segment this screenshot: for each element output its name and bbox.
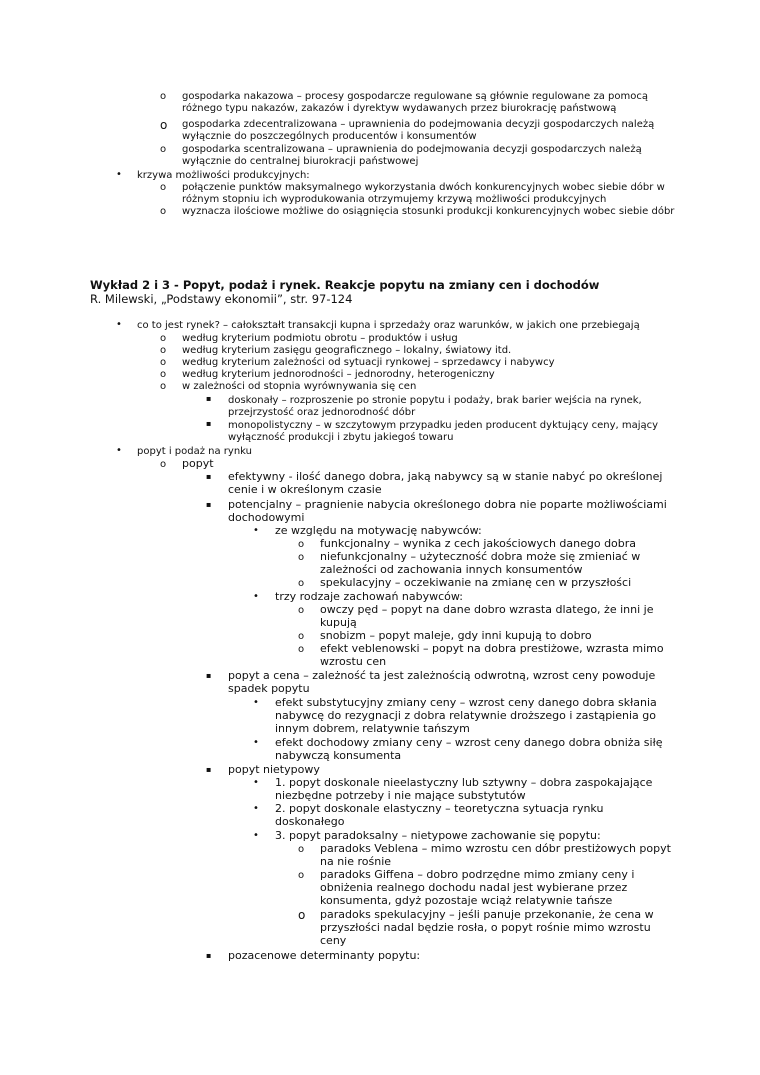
bullet-marker: o: [298, 539, 305, 550]
list-item-text: doskonały – rozproszenie po stronie popytu i podaży, brak barier wejścia na rynek, przejrzystość oraz jednorodność dóbr: [228, 395, 642, 418]
list-item-text: owczy pęd – popyt na dane dobro wzrasta dlatego, że inni je kupują: [320, 603, 654, 629]
bullet-marker: ▪: [206, 394, 212, 403]
list-item-text: gospodarka nakazowa – procesy gospodarcze regulowane są głównie regulowane za pomocą różnego typu nakazów, zakazów i dyrektyw wydawanych przez biurokrację państwową: [182, 91, 648, 114]
bullet-marker: o: [298, 552, 305, 563]
list-item-text: paradoks Giffena – dobro podrzędne mimo zmiany ceny i obniżenia realnego dochodu nadal jest wybierane przez konsumenta, gdyż pozostaje wciąż relatywnie tańsze: [320, 868, 635, 907]
list-item: [116, 170, 676, 182]
list-item: [298, 843, 678, 869]
bullet-marker: •: [253, 737, 259, 748]
lecture-reference: R. Milewski, „Podstawy ekonomii”, str. 97-124: [90, 292, 353, 306]
list-item: [298, 551, 678, 577]
list-item-text: gospodarka zdecentralizowana – uprawnienia do podejmowania decyzji gospodarczych należą wyłącznie do poszczególnych producentów i konsumentów: [182, 119, 655, 142]
list-item: [160, 182, 680, 205]
list-item: [206, 764, 676, 777]
list-item: [253, 591, 673, 604]
bullet-marker: •: [253, 525, 259, 536]
bullet-marker: o: [298, 844, 305, 855]
bullet-marker: o: [160, 459, 167, 470]
list-item-text: połączenie punktów maksymalnego wykorzystania dwóch konkurencyjnych wobec siebie dóbr w różnym stopniu ich wyprodukowania otrzymujemy krzywą możliwości produkcyjnych: [182, 182, 665, 205]
list-item: [206, 395, 676, 418]
bullet-marker: ▪: [206, 472, 212, 481]
bullet-marker: o: [160, 345, 167, 356]
list-item-text: popyt nietypowy: [228, 763, 320, 776]
list-item: [298, 604, 678, 630]
bullet-marker: •: [253, 591, 259, 602]
list-item-text: według kryterium zależności od sytuacji rynkowej – sprzedawcy i nabywcy: [182, 357, 555, 368]
list-item: [206, 420, 676, 443]
list-item-text: efektywny - ilość danego dobra, jaką nabywcy są w stanie nabyć po określonej cenie i w określonym czasie: [228, 470, 663, 496]
bullet-marker: o: [160, 381, 167, 392]
list-item: [160, 206, 680, 218]
list-item-text: efekt veblenowski – popyt na dobra prestiżowe, wzrasta mimo wzrostu cen: [320, 642, 664, 668]
list-item: [206, 950, 676, 963]
list-item-text: krzywa możliwości produkcyjnych:: [137, 170, 310, 181]
list-item: [160, 144, 680, 167]
bullet-marker: o: [298, 908, 306, 922]
bullet-marker: o: [160, 91, 167, 102]
list-item: [160, 333, 680, 345]
bullet-marker: •: [116, 169, 122, 180]
list-item-text: potencjalny – pragnienie nabycia określonego dobra nie poparte możliwościami dochodowymi: [228, 498, 667, 524]
list-item-text: monopolistyczny – w szczytowym przypadku jeden producent dyktujący ceny, mający wyłączność produkcji i zbytu jakiegoś towaru: [228, 420, 659, 443]
list-item: [160, 458, 680, 471]
list-item-text: według kryterium podmiotu obrotu – produktów i usług: [182, 333, 458, 344]
bullet-marker: o: [160, 369, 167, 380]
list-item-text: ze względu na motywację nabywców:: [275, 524, 482, 537]
list-item: [116, 446, 696, 458]
bullet-marker: o: [160, 144, 167, 155]
list-item: [253, 737, 673, 763]
list-item: [253, 830, 673, 843]
list-item: [160, 369, 680, 381]
list-item: [206, 499, 676, 525]
bullet-marker: o: [298, 870, 305, 881]
list-item-text: paradoks Veblena – mimo wzrostu cen dóbr prestiżowych popyt na nie rośnie: [320, 842, 671, 868]
list-item-text: gospodarka scentralizowana – uprawnienia do podejmowania decyzji gospodarczych należą wyłącznie do centralnej biurokracji państwowej: [182, 144, 642, 167]
list-item-text: efekt dochodowy zmiany ceny – wzrost ceny danego dobra obniża siłę nabywczą konsumenta: [275, 736, 663, 762]
bullet-marker: o: [160, 118, 168, 132]
bullet-marker: o: [298, 605, 305, 616]
bullet-marker: •: [116, 319, 122, 330]
list-item: [253, 525, 673, 538]
list-item-text: paradoks spekulacyjny – jeśli panuje przekonanie, że cena w przyszłości nadal będzie rosła, o popyt rośnie mimo wzrostu ceny: [320, 908, 654, 947]
bullet-marker: o: [298, 578, 305, 589]
list-item: [116, 320, 696, 332]
list-item-text: według kryterium zasięgu geograficznego – lokalny, światowy itd.: [182, 345, 512, 356]
list-item-text: według kryterium jednorodności – jednorodny, heterogeniczny: [182, 369, 495, 380]
bullet-marker: ▪: [206, 671, 212, 680]
list-item-text: 2. popyt doskonale elastyczny – teoretyczna sytuacja rynku doskonałego: [275, 802, 604, 828]
list-item-text: snobizm – popyt maleje, gdy inni kupują to dobro: [320, 629, 592, 642]
list-item-text: 1. popyt doskonale nieelastyczny lub sztywny – dobra zaspokajające niezbędne potrzeby i nie mające substytutów: [275, 776, 653, 802]
list-item: [206, 471, 676, 497]
list-item: [160, 345, 680, 357]
bullet-marker: ▪: [206, 419, 212, 428]
list-item: [206, 670, 676, 696]
list-item-text: funkcjonalny – wynika z cech jakościowych danego dobra: [320, 537, 637, 550]
bullet-marker: o: [160, 333, 167, 344]
list-item: [298, 643, 678, 669]
bullet-marker: ▪: [206, 951, 212, 960]
list-item: [160, 119, 680, 142]
bullet-marker: o: [160, 357, 167, 368]
list-item-text: spekulacyjny – oczekiwanie na zmianę cen w przyszłości: [320, 576, 632, 589]
list-item: [160, 91, 680, 114]
list-item-text: efekt substytucyjny zmiany ceny – wzrost ceny danego dobra skłania nabywcę do rezygnacji z dobra relatywnie droższego i zastąpienia go innym dobrem, relatywnie tańszym: [275, 696, 657, 735]
list-item-text: popyt a cena – zależność ta jest zależnością odwrotną, wzrost ceny powoduje spadek popytu: [228, 669, 656, 695]
list-item: [298, 577, 678, 590]
bullet-marker: •: [253, 777, 259, 788]
list-item: [160, 357, 680, 369]
list-item: [253, 803, 673, 829]
list-item: [253, 777, 673, 803]
list-item-text: popyt i podaż na rynku: [137, 446, 252, 457]
list-item-text: 3. popyt paradoksalny – nietypowe zachowanie się popytu:: [275, 829, 601, 842]
bullet-marker: •: [116, 445, 122, 456]
bullet-marker: ▪: [206, 765, 212, 774]
list-item: [298, 538, 678, 551]
bullet-marker: o: [298, 631, 305, 642]
list-item-text: w zależności od stopnia wyrównywania się cen: [182, 381, 417, 392]
list-item-text: niefunkcjonalny – użyteczność dobra może się zmieniać w zależności od zachowania innych konsumentów: [320, 550, 641, 576]
list-item: [160, 381, 680, 393]
bullet-marker: •: [253, 697, 259, 708]
list-item-text: popyt: [182, 457, 214, 470]
bullet-marker: •: [253, 803, 259, 814]
list-item: [298, 630, 678, 643]
bullet-marker: ▪: [206, 500, 212, 509]
list-item-text: co to jest rynek? – całokształt transakcji kupna i sprzedaży oraz warunków, w jakich one przebiegają: [137, 320, 640, 331]
bullet-marker: o: [160, 206, 167, 217]
bullet-marker: •: [253, 830, 259, 841]
lecture-title: Wykład 2 i 3 - Popyt, podaż i rynek. Reakcje popytu na zmiany cen i dochodów: [90, 278, 600, 292]
list-item: [253, 697, 673, 735]
list-item-text: trzy rodzaje zachowań nabywców:: [275, 590, 463, 603]
list-item: [298, 909, 678, 947]
bullet-marker: o: [298, 644, 305, 655]
bullet-marker: o: [160, 182, 167, 193]
list-item-text: wyznacza ilościowe możliwe do osiągnięcia stosunki produkcji konkurencyjnych wobec siebie dóbr: [182, 206, 675, 217]
list-item: [298, 869, 678, 907]
list-item-text: pozacenowe determinanty popytu:: [228, 949, 421, 962]
